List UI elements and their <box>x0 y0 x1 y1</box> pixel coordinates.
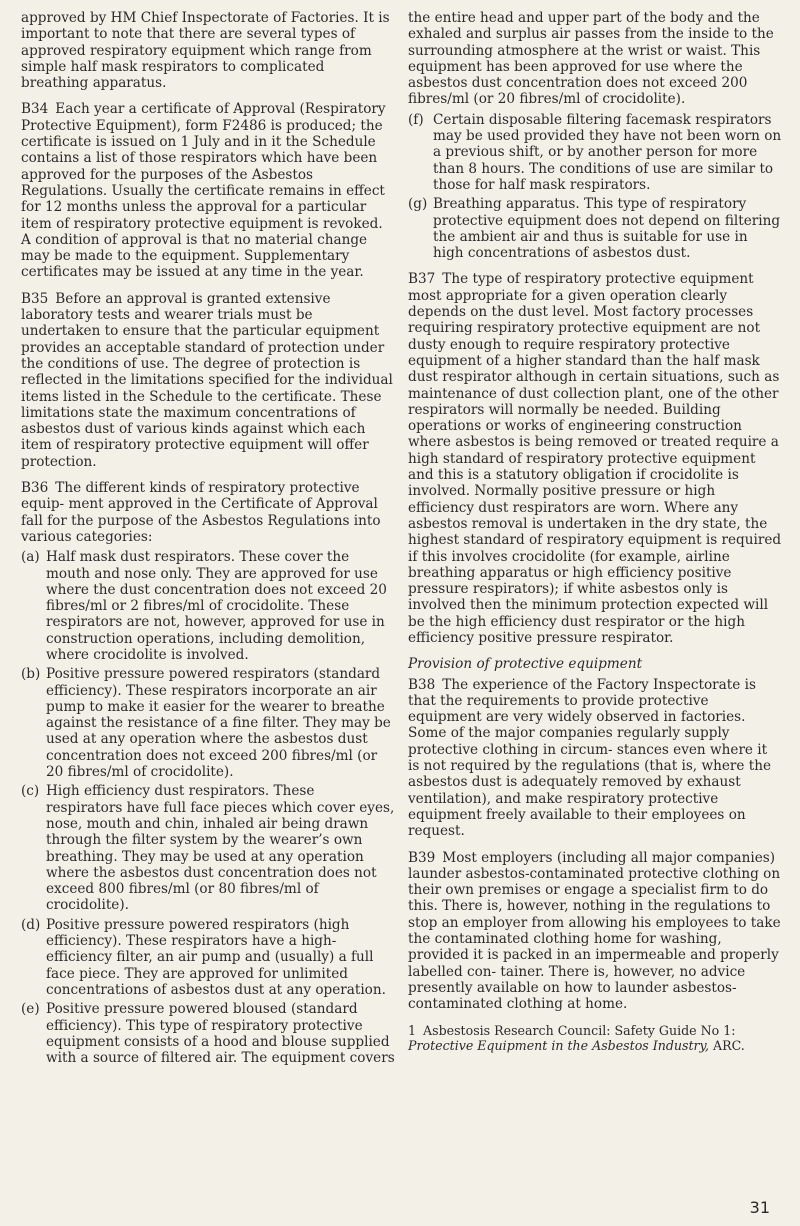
category-list <box>21 549 395 1066</box>
paragraph-number: B34 <box>21 101 49 118</box>
paragraph-text: The experience of the Factory Inspectorate is that the requirements to provide protective equipment are very widely observed in factories. Some of the major companies regularly supply protective clothing in circum- stances even where it is not required by the regulations (that is, where the asbestos dust is adequately removed by exhaust ventilation), and make respiratory protective equipment freely available to their employees on request. <box>408 676 772 840</box>
list-item <box>21 666 395 780</box>
paragraph-b34 <box>21 101 395 280</box>
list-marker: (a) <box>21 549 40 566</box>
list-marker: (e) <box>21 1001 40 1018</box>
paragraph-number: B39 <box>408 849 436 866</box>
footnote <box>408 1023 782 1053</box>
footnote-title: Protective Equipment in the Asbestos Industry, <box>408 1037 709 1053</box>
list-text: High efficiency dust respirators. These respirators have full face pieces which cover eyes, nose, mouth and chin, inhaled air being drawn through the filter system by the wearer’s own breathing. They may be used at any operation where the asbestos dust concentration does not exceed 800 fibres/ml (or 80 fibres/ml of crocidolite). <box>46 783 395 914</box>
paragraph-number: B36 <box>21 480 49 497</box>
paragraph-b36 <box>21 480 395 545</box>
paragraph-b35 <box>21 291 395 470</box>
paragraph-b37 <box>408 271 782 646</box>
list-item <box>21 917 395 998</box>
list-text: Positive pressure powered respirators (standard efficiency). These respirators incorporate an air pump to make it easier for the wearer to breathe against the resistance of a fine filter. They may be used at any operation where the asbestos dust concentration does not exceed 200 fibres/ml (or 20 fibres/ml of crocidolite). <box>46 666 391 781</box>
list-item <box>21 549 395 663</box>
paragraph-number: B37 <box>408 271 436 288</box>
list-text: Breathing apparatus. This type of respiratory protective equipment does not depend on filtering the ambient air and thus is suitable for use in high concentrations of asbestos dust. <box>433 196 781 262</box>
footnote-number: 1 <box>408 1022 417 1038</box>
intro-paragraph: approved by HM Chief Inspectorate of Factories. It is important to note that there are several types of approved respiratory equipment which range from simple half mask respirators to complicated breathing apparatus. <box>21 10 390 92</box>
list-marker: (f) <box>408 111 424 128</box>
list-text: Positive pressure powered respirators (high efficiency). These respirators have a high-efficiency filter, an air pump and (usually) a full face piece. They are approved for unlimited concentrations of asbestos dust at any operation. <box>46 916 386 998</box>
list-item <box>21 1001 395 1066</box>
list-item <box>408 112 782 193</box>
paragraph-text: The different kinds of respiratory protective equip- ment approved in the Certificate of Approval fall for the purpose of the Asbestos Regulations into various categories: <box>21 480 381 545</box>
paragraph-b38 <box>408 677 782 840</box>
list-marker: (g) <box>408 196 428 213</box>
continued-paragraph: the entire head and upper part of the body and the exhaled and surplus air passes from the inside to the surrounding atmosphere at the wrist or waist. This equipment has been approved for use where the asbestos dust concentration does not exceed 200 fibres/ml (or 20 fibres/ml of crocidolite). <box>408 10 774 108</box>
list-text: Positive pressure powered bloused (standard efficiency). This type of respiratory protective equipment consists of a hood and blouse supplied with a source of filtered air. The equipment covers <box>46 1001 395 1067</box>
list-text: Half mask dust respirators. These cover the mouth and nose only. They are approved for use where the dust concentration does not exceed 20 fibres/ml or 2 fibres/ml of crocidolite. These respirators are not, however, approved for use in construction operations, including demolition, where crocidolite is involved. <box>46 549 387 663</box>
list-item <box>21 783 395 913</box>
paragraph-number: B38 <box>408 676 436 693</box>
list-marker: (d) <box>21 916 41 933</box>
paragraph-text: Before an approval is granted extensive laboratory tests and wearer trials must be undertaken to ensure that the particular equipment provides an acceptable standard of protection under the conditions of use. The degree of protection is reflected in the limitations specified for the individual items listed in the Schedule to the certificate. These limitations state the maximum concentrations of asbestos dust of various kinds against which each item of respiratory protective equipment will offer protection. <box>21 290 393 470</box>
list-item <box>408 196 782 261</box>
list-marker: (c) <box>21 783 40 800</box>
left-column <box>21 10 395 1076</box>
right-column <box>408 10 782 1063</box>
page-number: 31 <box>749 1197 770 1217</box>
paragraph-text: The type of respiratory protective equipment most appropriate for a given operation clearly depends on the dust level. Most factory processes requiring respiratory protective equipment are not dusty enough to require respiratory protective equipment of a higher standard than the half mask dust respirator although in certain situations, such as maintenance of dust collection plant, one of the other respirators will normally be needed. Building operations or works of engineering construction where asbestos is being removed or treated require a high standard of respiratory protective equipment and this is a statutory obligation if crocidolite is involved. Normally positive pressure or high efficiency dust respirators are worn. Where any asbestos removal is undertaken in the dry state, the highest standard of respiratory equipment is required if this involves crocidolite (for example, airline breathing apparatus or high efficiency positive pressure respirators); if white asbestos only is involved then the minimum protection expected will be the high efficiency dust respirator or the high efficiency positive pressure respirator. <box>408 271 782 646</box>
category-list-continued <box>408 112 782 262</box>
list-marker: (b) <box>21 666 41 683</box>
list-text: Certain disposable filtering facemask respirators may be used provided they have not been worn on a previous shift, or by another person for more than 8 hours. The conditions of use are similar to those for half mask respirators. <box>433 111 782 193</box>
footnote-text: Asbestosis Research Council: Safety Guide No 1: <box>423 1022 736 1038</box>
footnote-tail: ARC. <box>713 1037 745 1053</box>
section-heading: Provision of protective equipment <box>408 656 643 673</box>
paragraph-text: Most employers (including all major companies) launder asbestos-contaminated protective clothing on their own premises or engage a specialist firm to do this. There is, however, nothing in the regulations to stop an employer from allowing his employees to take the contaminated clothing home for washing, provided it is packed in an impermeable and properly labelled con- tainer. There is, however, no advice presently available on how to launder asbestos-contaminated clothing at home. <box>408 849 781 1013</box>
paragraph-b39 <box>408 850 782 1013</box>
paragraph-text: Each year a certificate of Approval (Respiratory Protective Equipment), form F2486 is produced; the certificate is issued on 1 July and in it the Schedule contains a list of those respirators which have been approved for the purposes of the Asbestos Regulations. Usually the certificate remains in effect for 12 months unless the approval for a particular item of respiratory protective equipment is revoked. A condition of approval is that no material change may be made to the equipment. Supplementary certificates may be issued at any time in the year. <box>21 101 386 281</box>
paragraph-number: B35 <box>21 290 49 307</box>
